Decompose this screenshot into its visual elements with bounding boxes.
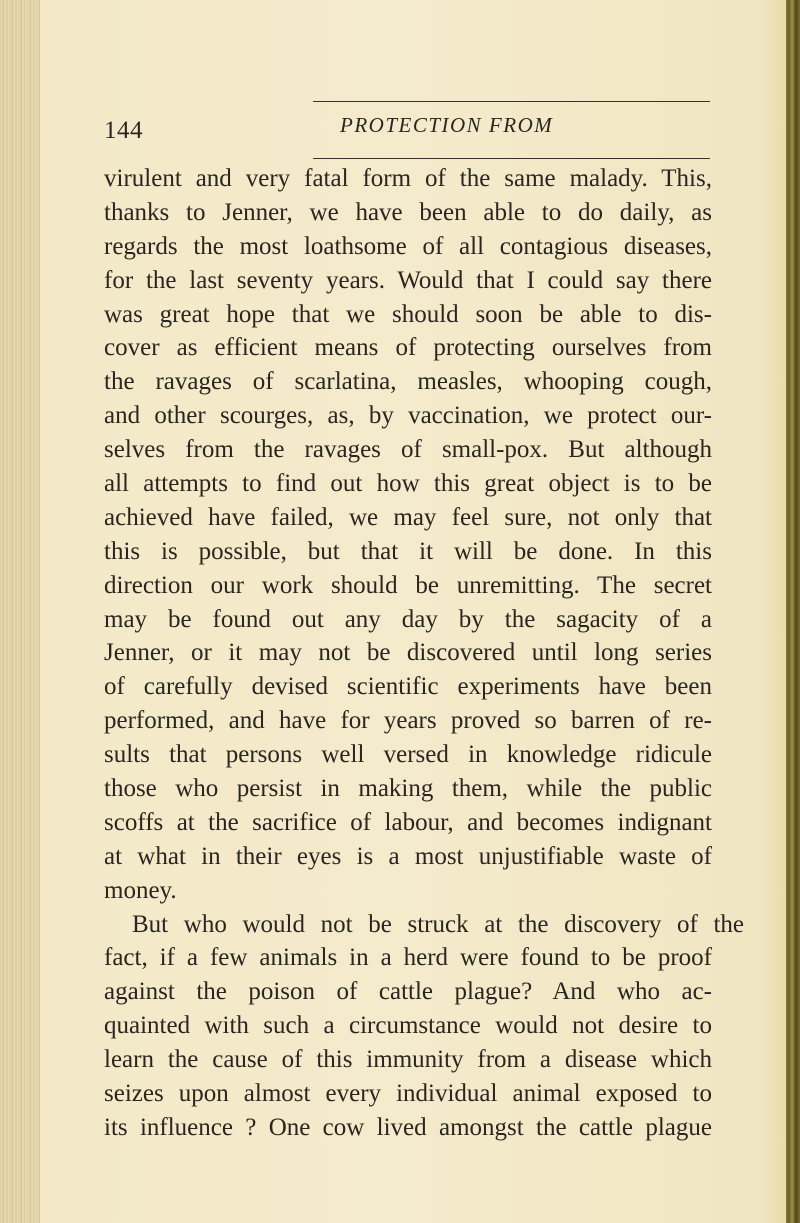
text-line: sults that persons well versed in knowledge ridicule — [104, 741, 712, 769]
text-line: all attempts to find out how this great object is to be — [104, 470, 712, 498]
text-line: performed, and have for years proved so barren of re- — [104, 707, 712, 735]
page-number: 144 — [104, 117, 143, 144]
text-line: at what in their eyes is a most unjustifiable waste of — [104, 842, 712, 870]
text-line: was great hope that we should soon be able to dis- — [104, 300, 712, 328]
text-line: quainted with such a circumstance would not desire to — [104, 1012, 712, 1040]
text-line: against the poison of cattle plague? And who ac- — [104, 978, 712, 1006]
text-line: direction our work should be unremitting. The secret — [104, 571, 712, 599]
body-text — [104, 162, 744, 1145]
header-rule-top — [313, 101, 710, 102]
text-line: virulent and very fatal form of the same malady. This, — [104, 165, 712, 192]
running-head: PROTECTION FROM — [340, 113, 554, 137]
text-line: may be found out any day by the sagacity of a — [104, 605, 712, 633]
text-line: those who persist in making them, while the public — [104, 775, 712, 803]
text-line: scoffs at the sacrifice of labour, and becomes indignant — [104, 808, 712, 836]
text-line: cover as efficient means of protecting ourselves from — [104, 334, 712, 362]
text-line: Jenner, or it may not be discovered until long series — [104, 639, 712, 667]
page-edge — [786, 0, 800, 1223]
text-line: thanks to Jenner, we have been able to do daily, as — [104, 198, 712, 226]
text-line: this is possible, but that it will be done. In this — [104, 537, 712, 565]
binding-gutter — [0, 0, 40, 1223]
text-line: But who would not be struck at the discovery of the — [132, 910, 744, 938]
text-line: achieved have failed, we may feel sure, not only that — [104, 503, 712, 531]
text-line: learn the cause of this immunity from a disease which — [104, 1046, 712, 1074]
text-line: for the last seventy years. Would that I could say there — [104, 266, 712, 294]
text-line: seizes upon almost every individual animal exposed to — [104, 1080, 712, 1108]
text-line: and other scourges, as, by vaccination, we protect our- — [104, 402, 712, 430]
header-rule-bottom — [313, 158, 710, 159]
text-line: its influence ? One cow lived amongst the cattle plague — [104, 1113, 712, 1141]
text-line: the ravages of scarlatina, measles, whooping cough, — [104, 368, 712, 396]
text-line: fact, if a few animals in a herd were found to be proof — [104, 944, 712, 972]
text-line: of carefully devised scientific experiments have been — [104, 673, 712, 701]
text-line: regards the most loathsome of all contagious diseases, — [104, 232, 712, 260]
text-line: selves from the ravages of small-pox. But although — [104, 436, 712, 464]
text-line: money. — [104, 876, 177, 904]
